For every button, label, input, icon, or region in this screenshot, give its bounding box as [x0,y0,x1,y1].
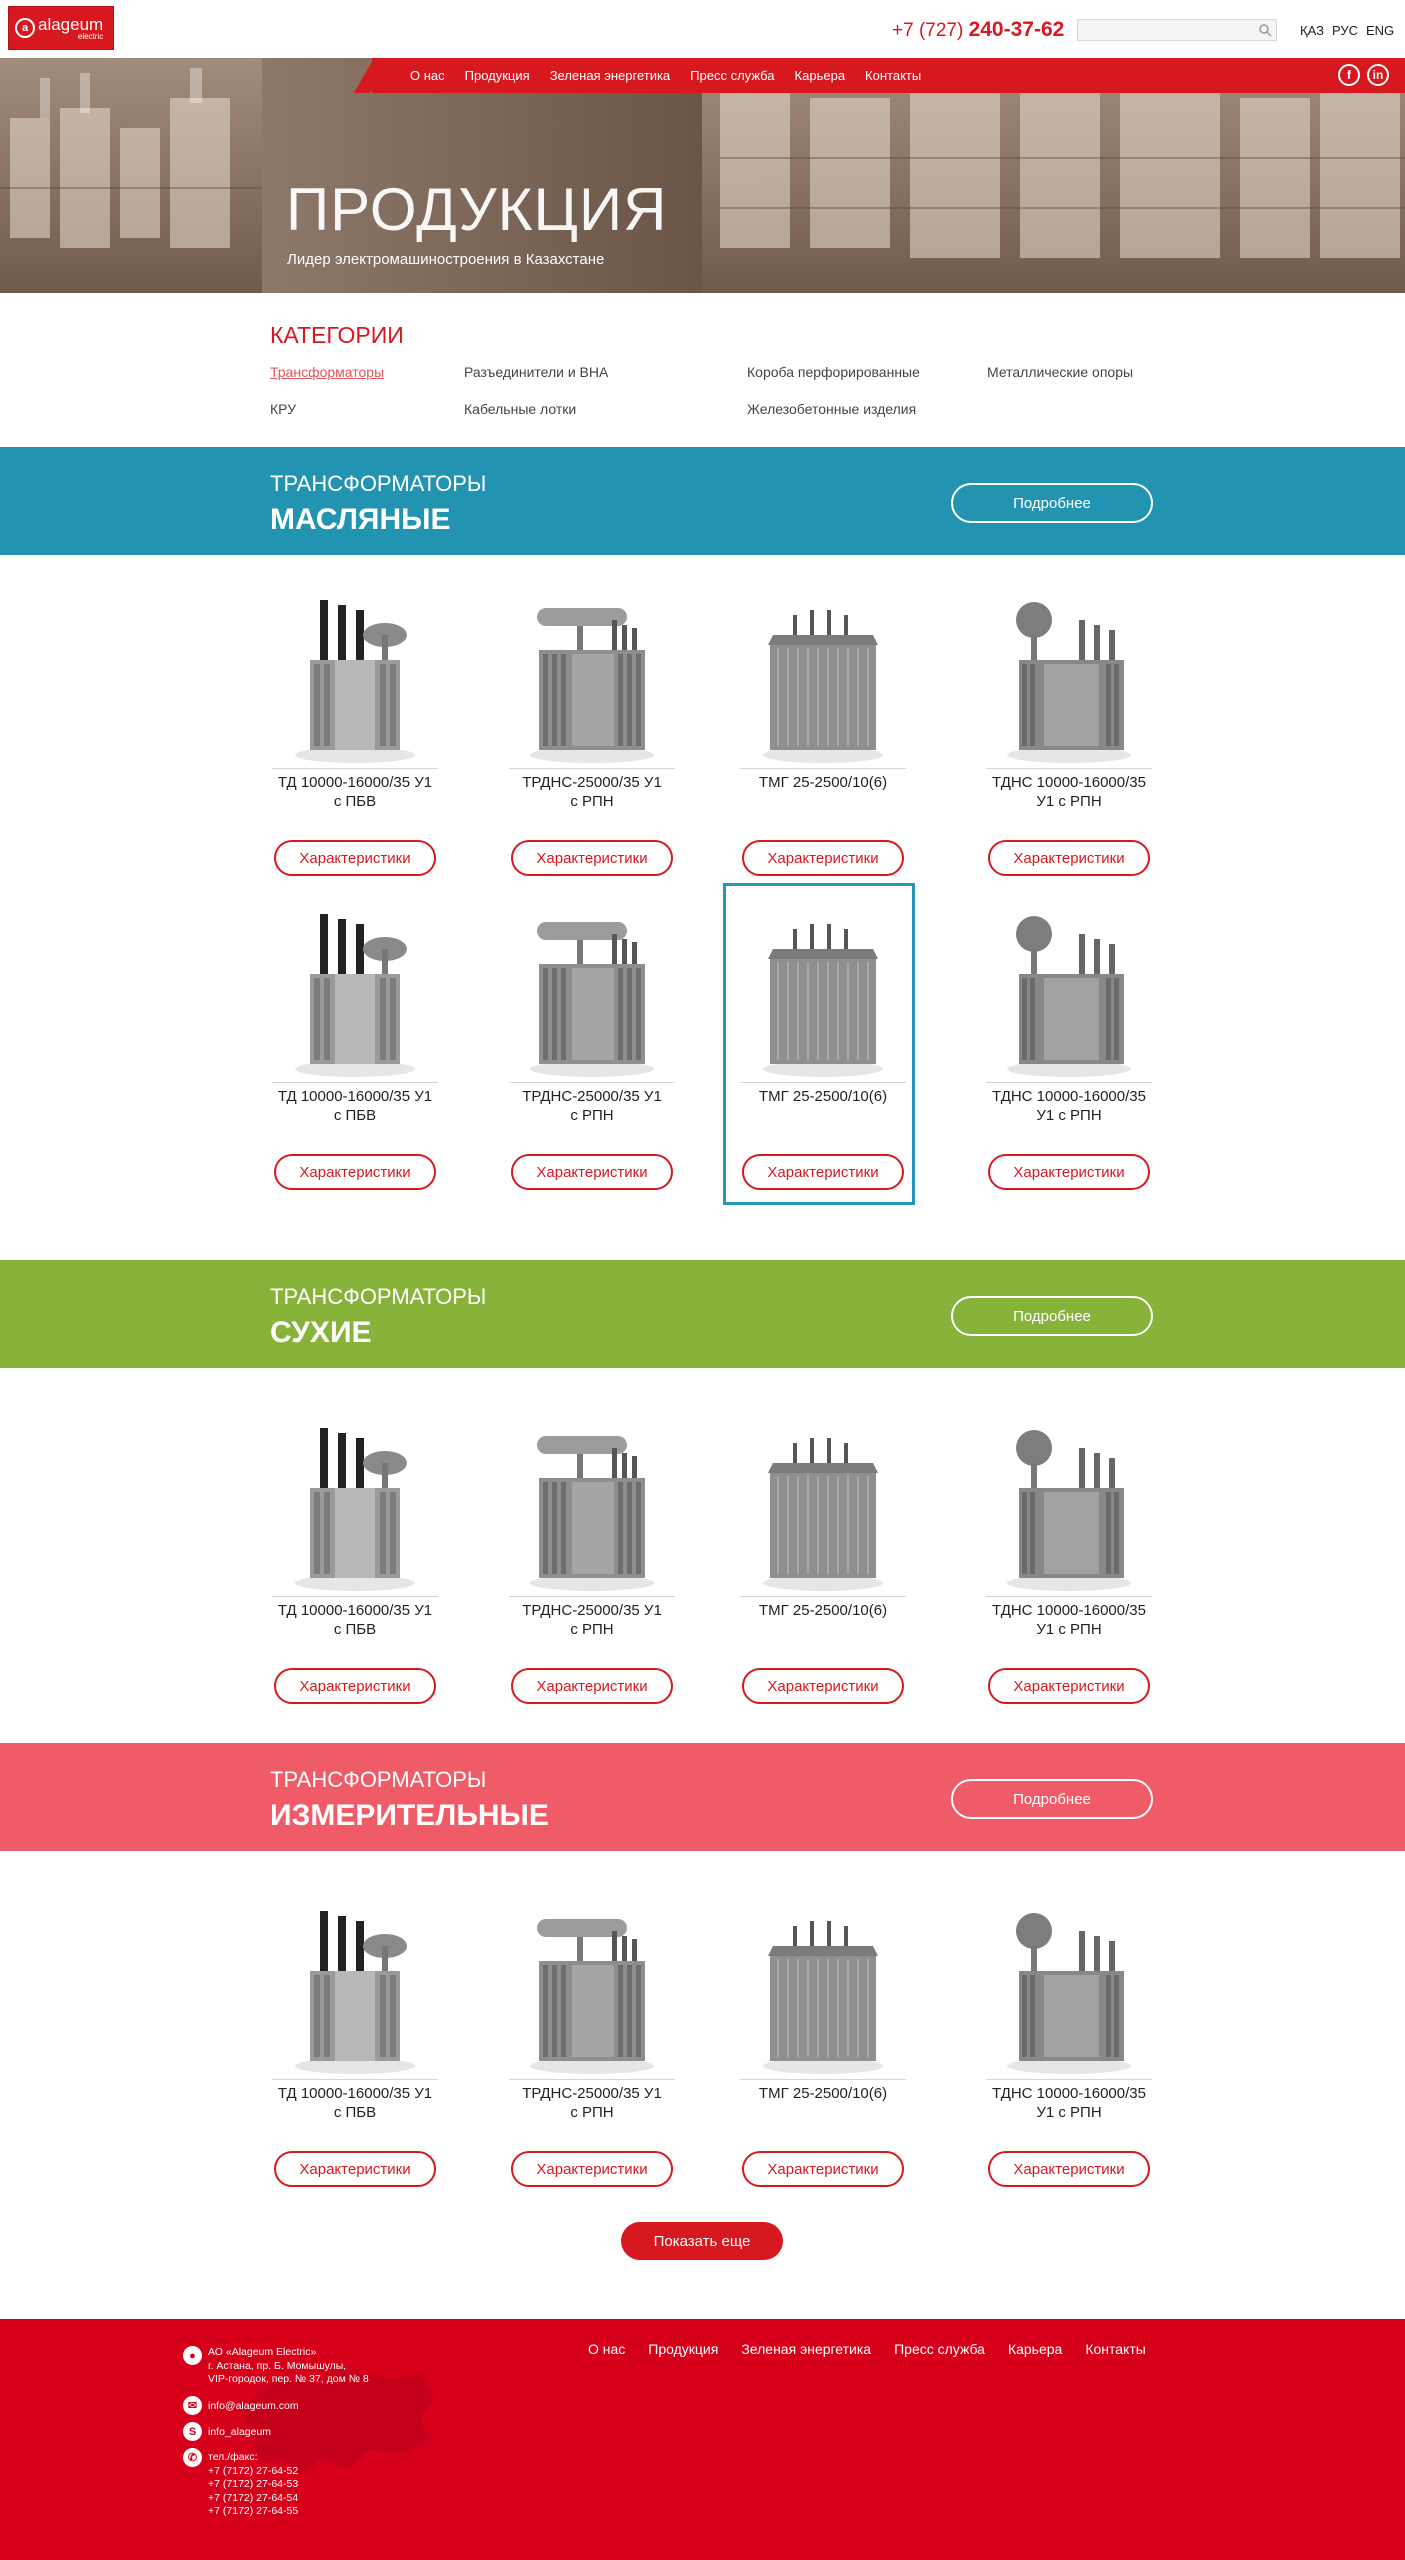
product-name[interactable] [260,1601,450,1639]
characteristics-button[interactable]: Характеристики [988,840,1150,876]
product-name-line: ТДНС 10000-16000/35 [992,774,1146,791]
characteristics-button[interactable]: Характеристики [274,1154,436,1190]
characteristics-button[interactable]: Характеристики [511,1668,673,1704]
transformer-conservator-icon[interactable] [994,1901,1144,2076]
product-name[interactable] [497,1601,687,1639]
product-name-line: У1 с РПН [1036,2104,1102,2121]
product-name-line: с ПБВ [333,1107,377,1124]
characteristics-button[interactable]: Характеристики [511,840,673,876]
nav-green-energy[interactable]: Зеленая энергетика [549,68,671,83]
product-name-line: ТМГ 25-2500/10(6) [758,1088,888,1105]
lang-kaz[interactable]: ҚАЗ [1300,23,1324,38]
footer-nav-green-energy[interactable]: Зеленая энергетика [741,2341,872,2357]
category-metal-poles[interactable]: Металлические опоры [987,364,1134,380]
section-band-measuring [0,1743,1405,1851]
product-name[interactable] [728,1601,918,1620]
characteristics-button[interactable]: Характеристики [988,1668,1150,1704]
product-name[interactable] [728,2084,918,2103]
characteristics-button[interactable]: Характеристики [742,2151,904,2187]
product-card[interactable] [260,1418,450,1708]
category-disconnectors[interactable]: Разъединители и ВНА [464,364,609,380]
transformer-box-icon[interactable] [748,1418,898,1593]
address-line: АО «Alageum Electric» [208,2346,317,2358]
section-title: ИЗМЕРИТЕЛЬНЫЕ [270,1799,549,1832]
divider [509,2079,675,2080]
phones-label: тел./факс: [208,2451,258,2463]
category-cable-trays[interactable]: Кабельные лотки [464,401,577,417]
product-card[interactable] [728,590,918,880]
footer-phone[interactable]: +7 (7172) 27-64-52 [208,2464,299,2477]
transformer-bushings-icon[interactable] [280,590,430,765]
mail-icon: ✉ [183,2396,202,2415]
logo-sub: electric [77,31,104,41]
lang-eng[interactable]: ENG [1366,23,1395,38]
transformer-tank-icon[interactable] [517,1418,667,1593]
footer-nav-press[interactable]: Пресс служба [894,2341,985,2357]
product-name[interactable] [260,1087,450,1125]
product-name-line: ТДНС 10000-16000/35 [992,1088,1146,1105]
divider [740,2079,906,2080]
divider [272,2079,438,2080]
transformer-tank-icon[interactable] [517,904,667,1079]
category-cable-boxes[interactable]: Короба перфорированные [747,364,920,380]
characteristics-button[interactable]: Характеристики [511,1154,673,1190]
section-band-dry [0,1260,1405,1368]
product-card[interactable] [728,904,918,1194]
product-name-line: ТМГ 25-2500/10(6) [758,774,888,791]
header-phone[interactable] [892,18,1064,42]
search-input[interactable] [1077,19,1277,41]
nav-contacts[interactable]: Контакты [865,68,922,83]
transformer-conservator-icon[interactable] [994,1418,1144,1593]
footer-address [208,2346,369,2387]
nav-products[interactable]: Продукция [464,68,530,83]
product-card[interactable] [974,904,1164,1194]
hero-background-image [0,58,1405,293]
footer-nav-career[interactable]: Карьера [1007,2341,1063,2357]
divider [272,768,438,769]
divider [740,768,906,769]
product-name-line: ТМГ 25-2500/10(6) [758,1602,888,1619]
main-nav [372,58,1405,93]
product-name-line: с РПН [570,793,614,810]
facebook-icon[interactable]: f [1338,64,1360,86]
product-card[interactable] [974,1901,1164,2191]
header [0,0,1405,58]
characteristics-button[interactable]: Характеристики [742,1154,904,1190]
product-name[interactable] [728,773,918,792]
product-name[interactable] [974,773,1164,811]
characteristics-button[interactable]: Характеристики [742,840,904,876]
product-name-line: с ПБВ [333,1621,377,1638]
show-more-button[interactable]: Показать еще [621,2222,783,2260]
footer-phone[interactable]: +7 (7172) 27-64-55 [208,2505,299,2517]
product-name[interactable] [497,2084,687,2122]
transformer-conservator-icon[interactable] [994,590,1144,765]
product-name-line: У1 с РПН [1036,793,1102,810]
characteristics-button[interactable]: Характеристики [742,1668,904,1704]
product-card[interactable] [974,1418,1164,1708]
product-card[interactable] [260,590,450,880]
product-name[interactable] [260,773,450,811]
product-card[interactable] [497,1418,687,1708]
transformer-box-icon[interactable] [748,1901,898,2076]
category-kru[interactable]: КРУ [270,401,297,417]
divider [740,1082,906,1083]
section-label: ТРАНСФОРМАТОРЫ [270,1767,487,1792]
divider [986,768,1152,769]
address-line: г. Астана, пр. Б. Момышулы, [208,2359,347,2372]
transformer-bushings-icon[interactable] [280,1901,430,2076]
transformer-bushings-icon[interactable] [280,1418,430,1593]
product-name-line: с РПН [570,2104,614,2121]
nav-press[interactable]: Пресс служба [690,68,775,83]
product-name-line: У1 с РПН [1036,1621,1102,1638]
divider [509,1596,675,1597]
logo-brand: alageum [38,14,104,34]
divider [509,768,675,769]
product-card[interactable] [260,904,450,1194]
more-button[interactable]: Подробнее [951,1779,1153,1819]
product-card[interactable] [497,590,687,880]
hero-title: ПРОДУКЦИЯ [286,176,668,243]
more-button[interactable]: Подробнее [951,483,1153,523]
language-switcher [1300,23,1394,38]
product-name-line: с ПБВ [333,793,377,810]
product-name[interactable] [974,1601,1164,1639]
product-name-line: ТДНС 10000-16000/35 [992,2085,1146,2102]
characteristics-button[interactable]: Характеристики [274,2151,436,2187]
product-name[interactable] [497,1087,687,1125]
characteristics-button[interactable]: Характеристики [988,1154,1150,1190]
product-name-line: с РПН [570,1621,614,1638]
characteristics-button[interactable]: Характеристики [988,2151,1150,2187]
divider [986,2079,1152,2080]
product-card[interactable] [260,1901,450,2191]
lang-rus[interactable]: РУС [1331,23,1358,38]
footer-nav-contacts[interactable]: Контакты [1085,2341,1146,2357]
transformer-box-icon[interactable] [748,590,898,765]
product-name-line: ТРДНС-25000/35 У1 [522,774,662,791]
transformer-tank-icon[interactable] [517,1901,667,2076]
footer-phone[interactable]: +7 (7172) 27-64-54 [208,2491,299,2504]
section-title: СУХИЕ [270,1316,372,1349]
footer [0,2319,1405,2560]
product-card[interactable] [497,904,687,1194]
product-name[interactable] [260,2084,450,2122]
footer-nav-about[interactable]: О нас [588,2341,626,2357]
hero-banner [0,58,1405,293]
nav-about[interactable]: О нас [410,68,445,83]
section-band-oil [0,447,1405,555]
product-card[interactable] [728,1418,918,1708]
location-icon: ● [183,2346,202,2365]
category-transformers[interactable]: Трансформаторы [270,364,385,380]
logo-mark-icon: a [15,18,35,38]
search-icon[interactable] [1258,23,1272,37]
divider [272,1082,438,1083]
section-label: ТРАНСФОРМАТОРЫ [270,471,487,496]
characteristics-button[interactable]: Характеристики [511,2151,673,2187]
product-name-line: ТРДНС-25000/35 У1 [522,1602,662,1619]
product-name[interactable] [497,773,687,811]
footer-phone[interactable]: +7 (7172) 27-64-53 [208,2478,299,2490]
product-card[interactable] [728,1901,918,2191]
category-concrete[interactable]: Железобетонные изделия [747,401,917,417]
product-name-line: ТДНС 10000-16000/35 [992,1602,1146,1619]
footer-skype[interactable]: info_alageum [208,2426,272,2438]
categories-title: КАТЕГОРИИ [270,322,404,348]
product-name-line: У1 с РПН [1036,1107,1102,1124]
logo[interactable] [8,6,114,50]
product-name-line: ТМГ 25-2500/10(6) [758,2085,888,2102]
product-name-line: ТД 10000-16000/35 У1 [277,2085,433,2102]
product-name-line: ТД 10000-16000/35 У1 [277,1088,433,1105]
phone-prefix: +7 (727) [892,20,964,41]
product-name-line: с РПН [570,1107,614,1124]
product-name-line: ТД 10000-16000/35 У1 [277,774,433,791]
transformer-box-icon[interactable] [748,904,898,1079]
phone-icon: ✆ [183,2448,202,2467]
divider [740,1596,906,1597]
product-name-line: с ПБВ [333,2104,377,2121]
transformer-bushings-icon[interactable] [280,904,430,1079]
footer-nav [588,2341,1169,2357]
transformer-conservator-icon[interactable] [994,904,1144,1079]
footer-email[interactable]: info@alageum.com [208,2400,299,2412]
characteristics-button[interactable]: Характеристики [274,840,436,876]
product-name-line: ТД 10000-16000/35 У1 [277,1602,433,1619]
transformer-tank-icon[interactable] [517,590,667,765]
characteristics-button[interactable]: Характеристики [274,1668,436,1704]
footer-nav-products[interactable]: Продукция [648,2341,719,2357]
footer-phones [208,2451,298,2519]
more-button[interactable]: Подробнее [951,1296,1153,1336]
section-title: МАСЛЯНЫЕ [270,503,451,536]
product-name[interactable] [728,1087,918,1106]
product-card[interactable] [974,590,1164,880]
product-name-line: ТРДНС-25000/35 У1 [522,1088,662,1105]
divider [272,1596,438,1597]
product-name[interactable] [974,1087,1164,1125]
divider [509,1082,675,1083]
skype-icon: S [183,2422,202,2441]
product-card[interactable] [497,1901,687,2191]
linkedin-icon[interactable]: in [1367,64,1389,86]
hero-subtitle: Лидер электромашиностроения в Казахстане [287,251,605,268]
section-label: ТРАНСФОРМАТОРЫ [270,1284,487,1309]
divider [986,1082,1152,1083]
divider [986,1596,1152,1597]
product-name-line: ТРДНС-25000/35 У1 [522,2085,662,2102]
nav-career[interactable]: Карьера [794,68,846,83]
phone-number: 240-37-62 [968,18,1065,41]
product-name[interactable] [974,2084,1164,2122]
address-line: VIP-городок, пер. № 37, дом № 8 [208,2373,369,2385]
